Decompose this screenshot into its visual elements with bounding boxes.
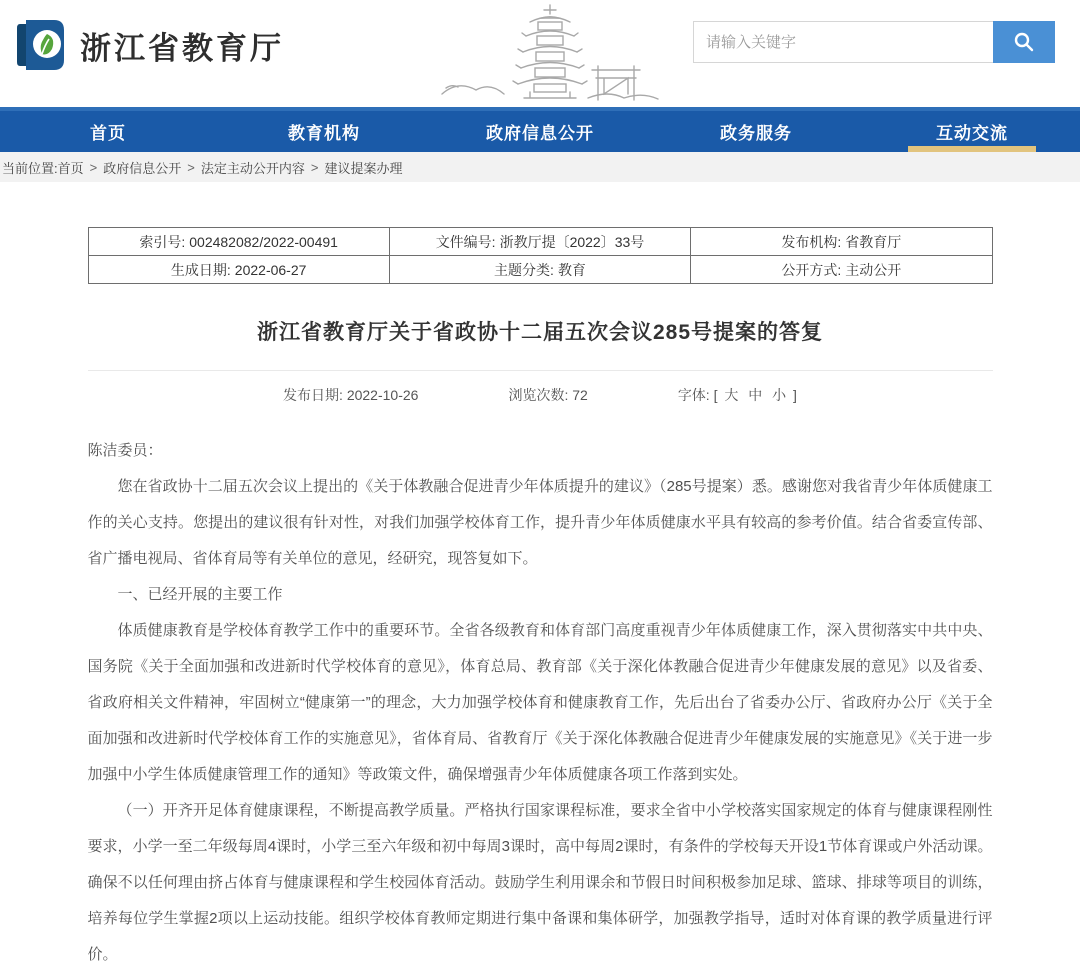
- article-paragraph-intro: 您在省政协十二届五次会议上提出的《关于体教融合促进青少年体质提升的建议》（285号提案）悉。感谢您对我省青少年体质健康工作的关心支持。您提出的建议很有针对性，对我们加强学校体育工作，提升青少年体质健康水平具有较高的参考价值。结合省委宣传部、省广播电视局、省体育局等有关单位的意见，经研究，现答复如下。: [87, 478, 993, 567]
- publish-date: [283, 385, 418, 405]
- main-nav: [0, 107, 1080, 152]
- doc-info-cell-creation-date: [88, 256, 389, 284]
- cell-value: 教育: [557, 261, 586, 278]
- nav-item-label: 首页: [90, 124, 126, 143]
- breadcrumb-item-info-disclosure[interactable]: 政府信息公开: [103, 160, 182, 176]
- search-button[interactable]: [993, 21, 1055, 63]
- cell-value: 002482082/2022-00491: [189, 233, 338, 250]
- view-count-label: 浏览次数:: [508, 387, 569, 403]
- font-size-label: 字体:: [677, 387, 710, 403]
- article-container: [88, 227, 993, 973]
- article-paragraph-salutation: 陈洁委员：: [87, 442, 163, 459]
- font-size-medium-button[interactable]: 中: [748, 387, 763, 403]
- cell-value: 2022-06-27: [234, 261, 307, 278]
- font-bracket: [: [713, 387, 718, 403]
- font-size-control: [678, 385, 797, 405]
- book-leaf-logo-icon: [14, 16, 70, 74]
- site-header: [0, 0, 1080, 107]
- breadcrumb-item-home[interactable]: 首页: [57, 160, 84, 176]
- doc-info-cell-issuing-agency: [691, 228, 992, 256]
- doc-info-row: [88, 228, 992, 256]
- article-paragraph-section-heading: 一、已经开展的主要工作: [117, 586, 283, 603]
- cell-value: 浙教厅提〔2022〕33号: [499, 233, 645, 250]
- doc-info-table: [88, 227, 993, 284]
- doc-info-cell-topic-category: [389, 256, 690, 284]
- pagoda-illustration-icon: [438, 2, 662, 104]
- breadcrumb-separator: >: [89, 159, 98, 175]
- search-icon: [1012, 30, 1036, 54]
- cell-label: 生成日期:: [170, 261, 231, 278]
- doc-info-cell-index-number: [88, 228, 389, 256]
- view-count: [508, 385, 587, 405]
- nav-item-services[interactable]: [648, 111, 864, 152]
- nav-item-label: 教育机构: [288, 124, 360, 143]
- site-logo[interactable]: [14, 16, 284, 74]
- view-count-value: 72: [572, 387, 588, 403]
- publish-date-label: 发布日期:: [283, 387, 343, 403]
- nav-item-label: 政务服务: [720, 124, 792, 143]
- cell-value: 主动公开: [845, 261, 902, 278]
- cell-value: 省教育厅: [845, 233, 902, 250]
- nav-item-label: 互动交流: [936, 124, 1008, 143]
- search-input[interactable]: [693, 21, 993, 63]
- doc-info-cell-disclosure-method: [691, 256, 992, 284]
- cell-label: 索引号:: [139, 233, 186, 250]
- cell-label: 主题分类:: [494, 261, 554, 278]
- breadcrumb: [0, 152, 1080, 182]
- breadcrumb-item-proposals[interactable]: 建议提案办理: [324, 160, 403, 176]
- breadcrumb-separator: >: [187, 159, 195, 175]
- article-paragraph-courses: （一）开齐开足体育健康课程，不断提高教学质量。严格执行国家课程标准，要求全省中小学校落实国家规定的体育与健康课程刚性要求，小学一至二年级每周4课时，小学三至六年级和初中每周3课时，高中每周2课时，有条件的学校每天开设1节体育课或户外活动课。确保不以任何理由挤占体育与健康课程和学生校园体育活动。鼓励学生利用课余和节假日时间积极参加足球、篮球、排球等项目的训练，培养每位学生掌握2项以上运动技能。组织学校体育教师定期进行集中备课和集体研学，加强教学指导，适时对体育课的教学质量进行评价。: [87, 802, 993, 963]
- cell-label: 公开方式:: [781, 261, 842, 278]
- breadcrumb-item-statutory-content[interactable]: 法定主动公开内容: [200, 160, 305, 176]
- article-body: [88, 433, 993, 973]
- article-paragraph-main-work: 体质健康教育是学校体育教学工作中的重要环节。全省各级教育和体育部门高度重视青少年体质健康工作，深入贯彻落实中共中央、国务院《关于全面加强和改进新时代学校体育的意见》，体育总局、教育部《关于深化体教融合促进青少年健康发展的意见》以及省委、省政府相关文件精神，牢固树立“健康第一”的理念，大力加强学校体育和健康教育工作，先后出台了省委办公厅、省政府办公厅《关于全面加强和改进新时代学校体育工作的实施意见》，省体育局、省教育厅《关于深化体教融合促进青少年健康发展的实施意见》《关于进一步加强中小学生体质健康管理工作的通知》等政策文件，确保增强青少年体质健康各项工作落到实处。: [87, 622, 993, 783]
- nav-item-home[interactable]: [0, 111, 216, 152]
- site-title: 浙江省教育厅: [80, 30, 284, 67]
- publish-date-value: 2022-10-26: [346, 387, 419, 403]
- font-bracket: ]: [793, 387, 797, 403]
- font-size-large-button[interactable]: 大: [724, 387, 739, 403]
- doc-info-cell-doc-number: [389, 228, 690, 256]
- doc-info-row: [88, 256, 992, 284]
- nav-item-label: 政府信息公开: [486, 124, 594, 143]
- cell-label: 发布机构:: [781, 233, 842, 250]
- nav-item-institutions[interactable]: [216, 111, 432, 152]
- active-tab-indicator: [908, 146, 1036, 152]
- article-meta: [88, 370, 993, 405]
- font-size-small-button[interactable]: 小: [772, 387, 787, 403]
- article-title: 浙江省教育厅关于省政协十二届五次会议285号提案的答复: [256, 321, 824, 344]
- nav-item-interaction[interactable]: [864, 111, 1080, 152]
- cell-label: 文件编号:: [435, 233, 496, 250]
- breadcrumb-separator: >: [310, 159, 319, 175]
- nav-item-info-disclosure[interactable]: [432, 111, 648, 152]
- breadcrumb-prefix: 当前位置:: [2, 160, 58, 176]
- site-search: [693, 21, 1055, 63]
